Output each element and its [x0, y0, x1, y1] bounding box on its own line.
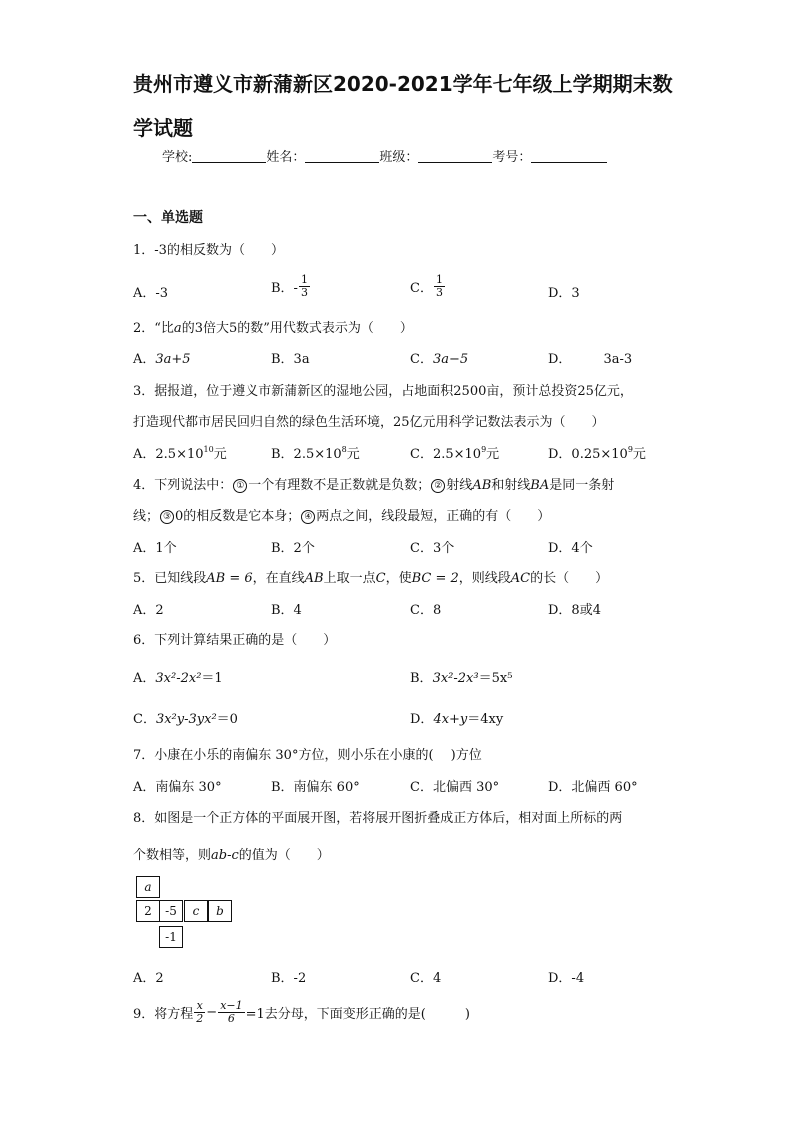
- net-cell-minus5: -5: [159, 900, 183, 922]
- question-1: [133, 239, 284, 258]
- q4-option-b[interactable]: B．2个: [271, 541, 315, 556]
- q6-option-d[interactable]: D．4x+y＝4xy: [410, 712, 504, 727]
- net-cell-2: 2: [136, 900, 160, 922]
- q3-option-b[interactable]: B．$2.5\times 10^8$元: [271, 445, 360, 462]
- q5-option-b[interactable]: B．4: [271, 603, 302, 618]
- q1-option-b[interactable]: B．- $\frac{1}{3}$: [271, 273, 308, 299]
- q4-option-d[interactable]: D．4个: [548, 541, 593, 556]
- q7-option-c[interactable]: C．北偏西 30°: [410, 780, 500, 795]
- class-label: 班级：: [379, 150, 419, 165]
- q7-option-b[interactable]: B．南偏东 60°: [271, 780, 360, 795]
- school-blank[interactable]: [192, 150, 266, 163]
- question-8-line2: 个数相等，则ab-c的值为（ ）: [133, 848, 330, 863]
- net-cell-c: c: [184, 900, 208, 922]
- q6-option-b[interactable]: B．3x²-2x³＝5x⁵: [410, 671, 513, 686]
- class-blank[interactable]: [418, 150, 492, 163]
- student-info: [162, 146, 607, 165]
- page-title-line2: 学试题: [133, 116, 193, 140]
- question-3-line2: 打造现代都市居民回归自然的绿色生活环境，25亿元用科学记数法表示为（ ）: [133, 415, 605, 430]
- q5-option-d[interactable]: D．8或4: [548, 603, 601, 618]
- question-4-line2: 线； ③ 0的相反数是它本身； ④ 两点之间，线段最短，正确的有（ ）: [133, 509, 551, 524]
- q2-option-a[interactable]: A．3a+5: [133, 352, 191, 367]
- question-5: 5．已知线段AB = 6，在直线AB上取一点C，使BC = 2，则线段AC的长（ ）: [133, 571, 609, 586]
- q2-option-d[interactable]: D． 3a-3: [548, 352, 633, 367]
- q3-option-a[interactable]: A．$2.5\times 10^{10}$元: [133, 445, 227, 462]
- number-blank[interactable]: [531, 150, 607, 163]
- question-9: 9．将方程 $\frac{x}{2}$ − $\frac{x-1}{6}$ =1去分母，下面变形正确的是( ): [133, 999, 470, 1025]
- q6-option-c[interactable]: C．3x²y-3yx²＝0: [133, 712, 238, 727]
- q7-option-a[interactable]: A．南偏东 30°: [133, 780, 222, 795]
- q2-option-b[interactable]: B．3a: [271, 352, 310, 367]
- net-cell-a: a: [136, 876, 160, 898]
- name-label: 姓名：: [266, 150, 306, 165]
- q8-option-c[interactable]: C．4: [410, 971, 442, 986]
- q8-option-d[interactable]: D．-4: [548, 971, 585, 986]
- q2-option-c[interactable]: C．3a−5: [410, 352, 469, 367]
- q4-option-a[interactable]: A．1个: [133, 541, 177, 556]
- section-heading: 一、单选题: [133, 210, 203, 226]
- question-3-line1: 3．据报道，位于遵义市新蒲新区的湿地公园，占地面积2500亩，预计总投资25亿元，: [133, 384, 633, 399]
- q6-option-a[interactable]: A．3x²-2x²＝1: [133, 671, 223, 686]
- question-6: 6．下列计算结果正确的是（ ）: [133, 633, 337, 648]
- q1-option-a[interactable]: A．-3: [133, 286, 169, 301]
- q1-option-c[interactable]: C． $\frac{1}{3}$: [410, 273, 443, 299]
- q1-number: 1．: [133, 243, 155, 258]
- page-title: 贵州市遵义市新蒲新区2020-2021学年七年级上学期期末数: [133, 72, 673, 96]
- net-cell-minus1: -1: [159, 926, 183, 948]
- name-blank[interactable]: [305, 150, 379, 163]
- q8-option-a[interactable]: A．2: [133, 971, 164, 986]
- q1-text: -3的相反数为（ ）: [154, 243, 284, 258]
- q8-option-b[interactable]: B．-2: [271, 971, 307, 986]
- q3-option-d[interactable]: D．$0.25\times 10^9$元: [548, 445, 646, 462]
- net-cell-b: b: [208, 900, 232, 922]
- question-7: 7．小康在小乐的南偏东 30°方位，则小乐在小康的( )方位: [133, 748, 482, 763]
- q5-option-c[interactable]: C．8: [410, 603, 442, 618]
- q3-option-c[interactable]: C．$2.5\times 10^9$元: [410, 445, 500, 462]
- question-2: 2．“比a的3倍大5的数”用代数式表示为（ ）: [133, 321, 413, 336]
- school-label: 学校:: [162, 150, 193, 165]
- question-8-line1: 8．如图是一个正方体的平面展开图，若将展开图折叠成正方体后，相对面上所标的两: [133, 811, 623, 826]
- q7-option-d[interactable]: D．北偏西 60°: [548, 780, 638, 795]
- question-4-line1: 4．下列说法中： ① 一个有理数不是正数就是负数； ② 射线AB和射线BA是同一条射: [133, 478, 615, 493]
- q4-option-c[interactable]: C．3个: [410, 541, 455, 556]
- q1-option-d[interactable]: D．3: [548, 286, 580, 301]
- q5-option-a[interactable]: A．2: [133, 603, 164, 618]
- number-label: 考号：: [492, 150, 532, 165]
